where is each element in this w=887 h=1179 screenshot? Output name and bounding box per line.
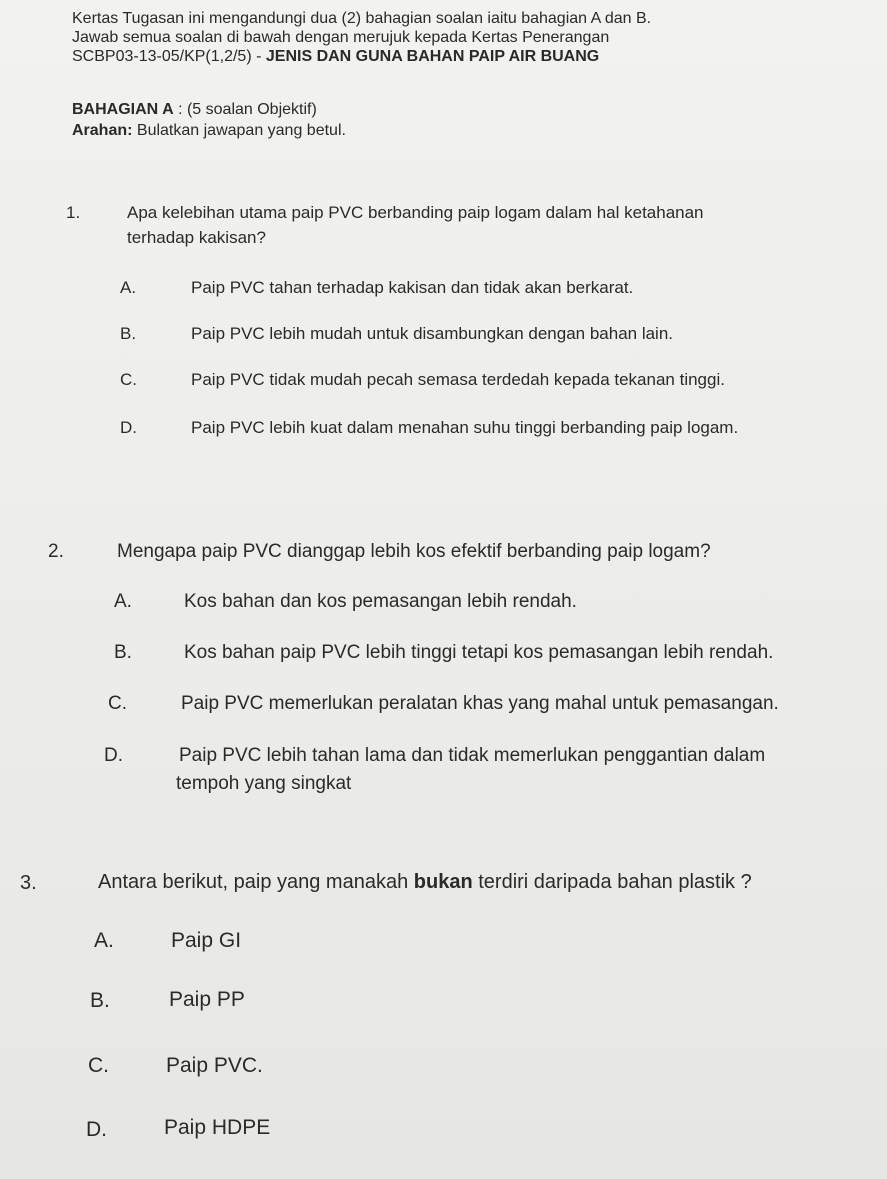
q3-option-b-text: Paip PP (169, 988, 245, 1011)
q2-option-d-text-line-1: Paip PVC lebih tahan lama dan tidak memerlukan penggantian dalam (179, 745, 766, 766)
q3-option-a-letter: A. (94, 929, 114, 952)
q3-option-b-letter: B. (90, 989, 110, 1012)
q2-option-b-text: Kos bahan paip PVC lebih tinggi tetapi kos pemasangan lebih rendah. (184, 642, 774, 663)
q2-option-c-letter: C. (108, 693, 127, 714)
q2-option-b-letter: B. (114, 642, 132, 663)
q2-option-a-letter: A. (114, 591, 132, 612)
question-3-text (98, 871, 752, 894)
q1-option-c-letter: C. (120, 370, 137, 389)
q3-option-d-letter: D. (86, 1118, 107, 1141)
question-3-text-emphasis: bukan (413, 871, 473, 893)
q2-option-d-text-line-2: tempoh yang singkat (176, 773, 352, 794)
header-line-2: Jawab semua soalan di bawah dengan merujuk kepada Kertas Penerangan (72, 29, 610, 46)
q1-option-d-text: Paip PVC lebih kuat dalam menahan suhu tinggi berbanding paip logam. (191, 418, 739, 437)
q2-option-c-text: Paip PVC memerlukan peralatan khas yang mahal untuk pemasangan. (181, 693, 779, 714)
q1-option-b-text: Paip PVC lebih mudah untuk disambungkan dengan bahan lain. (191, 324, 674, 343)
question-1-text-line-2: terhadap kakisan? (127, 228, 266, 247)
section-instruction (72, 121, 346, 140)
q3-option-d-text: Paip HDPE (164, 1116, 271, 1139)
question-1-text-line-1: Apa kelebihan utama paip PVC berbanding paip logam dalam hal ketahanan (127, 203, 704, 222)
q1-option-a-text: Paip PVC tahan terhadap kakisan dan tidak akan berkarat. (191, 278, 634, 297)
question-1-number: 1. (66, 203, 81, 222)
section-label: BAHAGIAN A (72, 101, 174, 118)
header-line-1: Kertas Tugasan ini mengandungi dua (2) bahagian soalan iaitu bahagian A dan B. (72, 10, 652, 27)
q2-option-a-text: Kos bahan dan kos pemasangan lebih rendah. (184, 591, 577, 612)
module-code: SCBP03-13-05/KP(1,2/5) - (72, 48, 266, 65)
section-colon: : (173, 101, 187, 118)
q1-option-d-letter: D. (120, 418, 137, 437)
question-2-text: Mengapa paip PVC dianggap lebih kos efektif berbanding paip logam? (117, 541, 711, 562)
q3-option-a-text: Paip GI (171, 929, 242, 952)
q1-option-a-letter: A. (120, 278, 137, 297)
q1-option-c-text: Paip PVC tidak mudah pecah semasa terdedah kepada tekanan tinggi. (191, 370, 725, 389)
q2-option-d-letter: D. (104, 745, 123, 766)
header-line-3 (72, 47, 599, 66)
module-title: JENIS DAN GUNA BAHAN PAIP AIR BUANG (265, 48, 600, 65)
q1-option-b-letter: B. (120, 324, 137, 343)
section-heading (72, 100, 317, 119)
question-3-text-post: terdiri daripada bahan plastik ? (472, 871, 752, 893)
question-3-number: 3. (20, 872, 37, 894)
instruction-label: Arahan: (72, 122, 133, 139)
q3-option-c-text: Paip PVC. (166, 1054, 263, 1077)
q3-option-c-letter: C. (88, 1054, 109, 1077)
section-count: (5 soalan Objektif) (186, 101, 317, 118)
question-2-number: 2. (48, 541, 64, 562)
instruction-text: Bulatkan jawapan yang betul. (132, 122, 346, 139)
question-3-text-pre: Antara berikut, paip yang manakah (98, 871, 414, 893)
